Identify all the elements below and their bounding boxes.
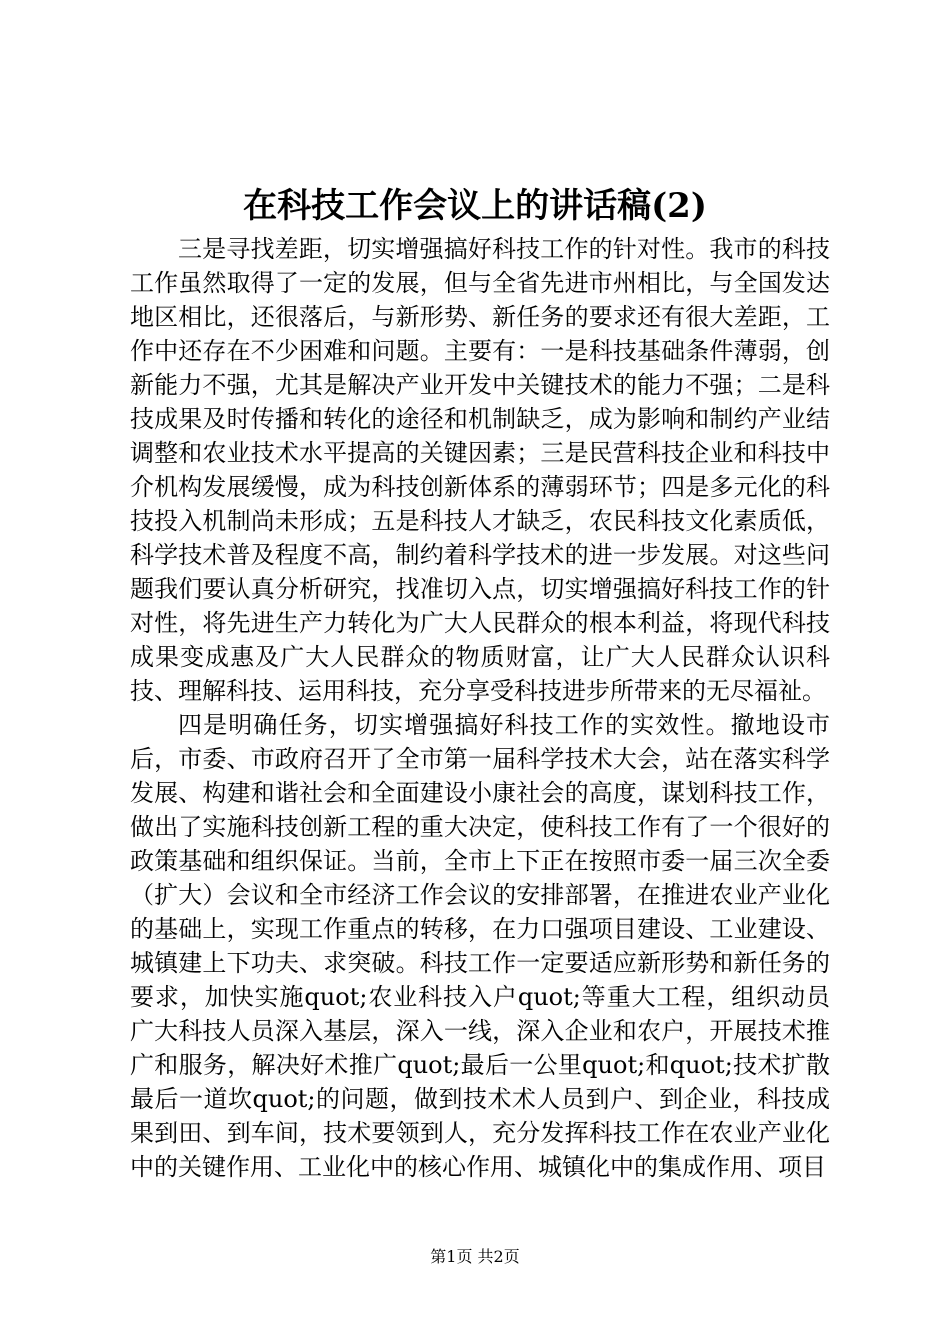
document-body	[130, 232, 830, 1184]
paragraph-2: 四是明确任务，切实增强搞好科技工作的实效性。撤地设市后，市委、市政府召开了全市第一届科学技术大会，站在落实科学发展、构建和谐社会和全面建设小康社会的高度，谋划科技工作，做出了实施科技创新工程的重大决定，使科技工作有了一个很好的政策基础和组织保证。当前，全市上下正在按照市委一届三次全委（扩大）会议和全市经济工作会议的安排部署，在推进农业产业化的基础上，实现工作重点的转移，在力口强项目建设、工业建设、城镇建上下功夫、求突破。科技工作一定要适应新形势和新任务的要求，加快实施quot;农业科技入户quot;等重大工程，组织动员广大科技人员深入基层，深入一线，深入企业和农户，开展技术推广和服务，解决好术推广quot;最后一公里quot;和quot;技术扩散最后一道坎quot;的问题，做到技术术人员到户、到企业，科技成果到田、到车间，技术要领到人，充分发挥科技工作在农业产业化中的关键作用、工业化中的核心作用、城镇化中的集成作用、项目	[130, 711, 830, 1181]
paragraph-1: 三是寻找差距，切实增强搞好科技工作的针对性。我市的科技工作虽然取得了一定的发展，但与全省先进市州相比，与全国发达地区相比，还很落后，与新形势、新任务的要求还有很大差距，工作中还存在不少困难和问题。主要有：一是科技基础条件薄弱，创新能力不强，尤其是解决产业开发中关键技术的能力不强；二是科技成果及时传播和转化的途径和机制缺乏，成为影响和制约产业结调整和农业技术水平提高的关键因素；三是民营科技企业和科技中介机构发展缓慢，成为科技创新体系的薄弱环节；四是多元化的科技投入机制尚未形成；五是科技人才缺乏，农民科技文化素质低，科学技术普及程度不高，制约着科学技术的进一步发展。对这些问题我们要认真分析研究，找准切入点，切实增强搞好科技工作的针对性，将先进生产力转化为广大人民群众的根本利益，将现代科技成果变成惠及广大人民群众的物质财富，让广大人民群众认识科技、理解科技、运用科技，充分享受科技进步所带来的无尽福祉。	[130, 235, 830, 705]
document-title: 在科技工作会议上的讲话稿(2)	[243, 186, 707, 226]
page-footer: 第1页 共2页	[430, 1247, 520, 1266]
